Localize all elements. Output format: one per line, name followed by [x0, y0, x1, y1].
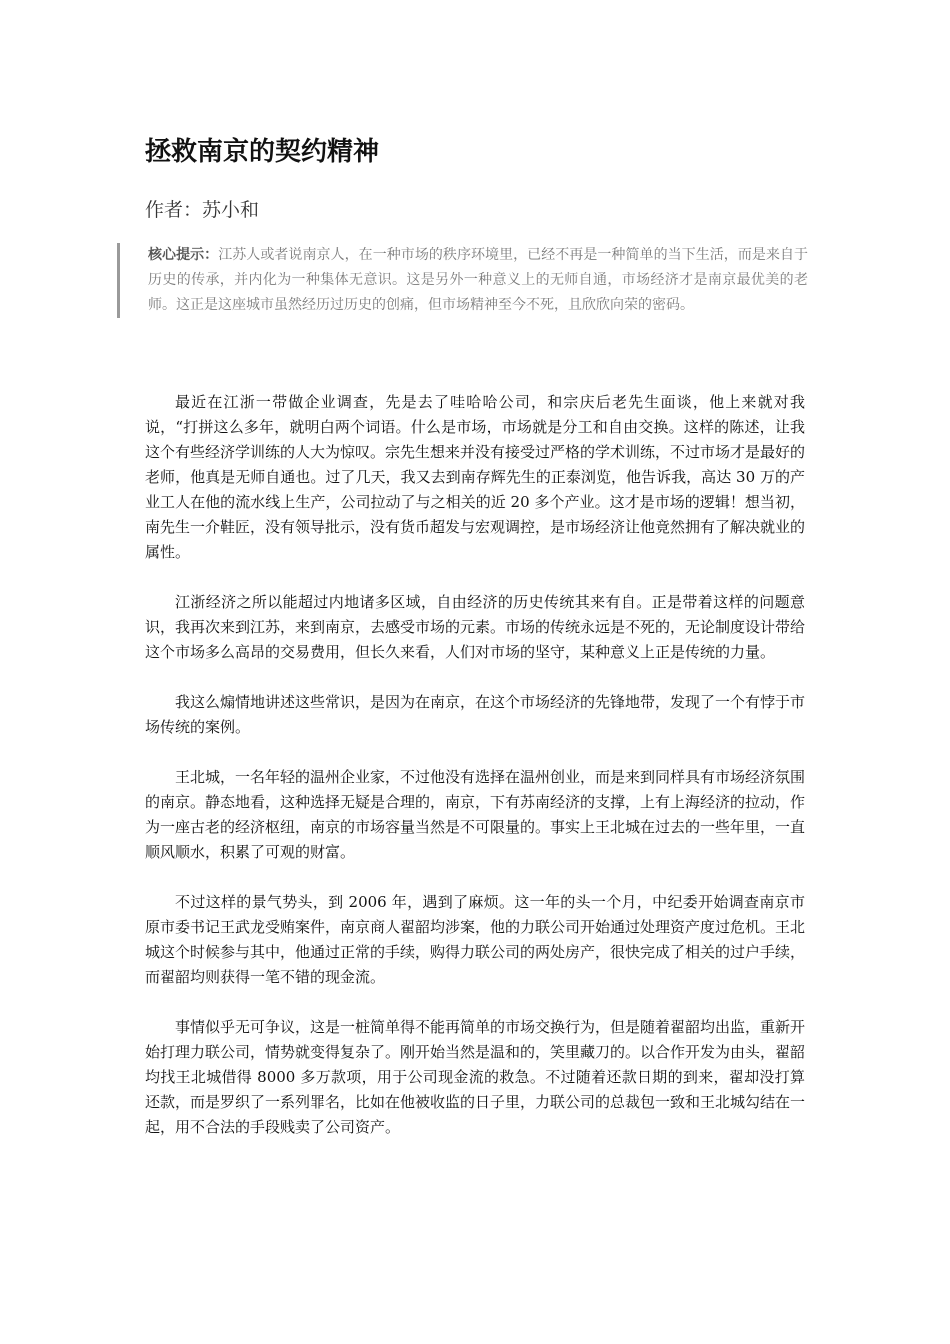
body-paragraph: 王北城，一名年轻的温州企业家，不过他没有选择在温州创业，而是来到同样具有市场经济氛围的南京。静态地看，这种选择无疑是合理的，南京，下有苏南经济的支撑，上有上海经济的拉动，作为一座古老的经济枢纽，南京的市场容量当然是不可限量的。事实上王北城在过去的一些年里，一直顺风顺水，积累了可观的财富。 [145, 768, 806, 861]
body-paragraph: 江浙经济之所以能超过内地诸多区域，自由经济的历史传统其来有自。正是带着这样的问题意识，我再次来到江苏，来到南京，去感受市场的元素。市场的传统永远是不死的，无论制度设计带给这个市场多么高昂的交易费用，但长久来看，人们对市场的坚守，某种意义上正是传统的力量。 [145, 593, 806, 661]
body-paragraph: 最近在江浙一带做企业调查，先是去了哇哈哈公司，和宗庆后老先生面谈，他上来就对我说，“打拼这么多年，就明白两个词语。什么是市场，市场就是分工和自由交换。这样的陈述，让我这个有些经济学训练的人大为惊叹。宗先生想来并没有接受过严格的学术训练，不过市场才是最好的老师，他真是无师自通也。过了几天，我又去到南存辉先生的正泰浏览，他告诉我，高达 30 万的产业工人在他的流水线上生产，公司拉动了与之相关的近 20 多个产业。这才是市场的逻辑！想当初，南先生一介鞋匠，没有领导批示，没有货币超发与宏观调控，是市场经济让他竟然拥有了解决就业的属性。 [145, 393, 806, 561]
summary-text: 江苏人或者说南京人，在一种市场的秩序环境里，已经不再是一种简单的当下生活，而是来自于历史的传承，并内化为一种集体无意识。这是另外一种意义上的无师自通，市场经济才是南京最优美的老师。这正是这座城市虽然经历过历史的创痛，但市场精神至今不死，且欣欣向荣的密码。 [148, 247, 808, 313]
summary-box [117, 243, 808, 318]
body-paragraph: 事情似乎无可争议，这是一桩简单得不能再简单的市场交换行为，但是随着翟韶均出监，重新开始打理力联公司，情势就变得复杂了。刚开始当然是温和的，笑里藏刀的。以合作开发为由头，翟韶均找王北城借得 8000 多万款项，用于公司现金流的救急。不过随着还款日期的到来，翟却没打算还款，而是罗织了一系列罪名，比如在他被收监的日子里，力联公司的总裁包一致和王北城勾结在一起，用不合法的手段贱卖了公司资产。 [145, 1018, 806, 1136]
body-paragraph: 不过这样的景气势头，到 2006 年，遇到了麻烦。这一年的头一个月，中纪委开始调查南京市原市委书记王武龙受贿案件，南京商人翟韶均涉案，他的力联公司开始通过处理资产度过危机。王北城这个时候参与其中，他通过正常的手续，购得力联公司的两处房产，很快完成了相关的过户手续，而翟韶均则获得一笔不错的现金流。 [145, 893, 806, 986]
body-paragraph: 我这么煽情地讲述这些常识，是因为在南京，在这个市场经济的先锋地带，发现了一个有悖于市场传统的案例。 [145, 693, 806, 736]
article-title: 拯救南京的契约精神 [145, 137, 380, 167]
article-author: 作者：苏小和 [145, 199, 260, 221]
article-body [145, 390, 805, 1165]
summary-label: 核心提示： [148, 247, 219, 263]
